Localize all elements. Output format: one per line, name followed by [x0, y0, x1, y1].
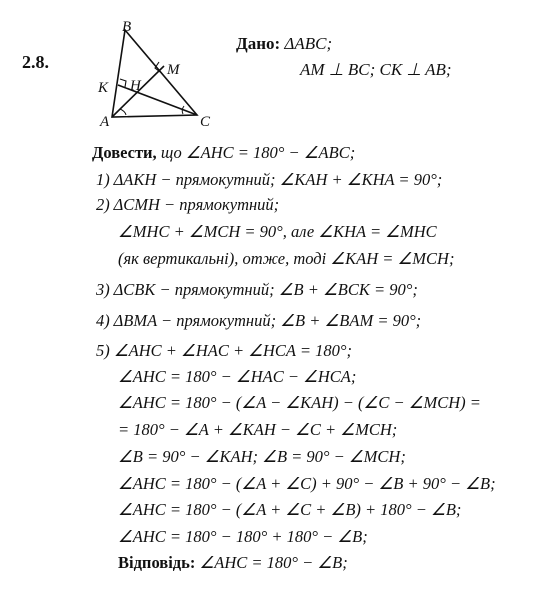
- proof-heading-statement: що ∠AHC = 180° − ∠ABC;: [156, 143, 356, 162]
- answer-statement: ∠AHC = 180° − ∠B;: [195, 553, 348, 572]
- label-h: H: [130, 78, 141, 94]
- proof-line-5: 3) ΔCBK − прямокутний; ∠B + ∠BCK = 90°;: [96, 280, 418, 299]
- proof-line-1: 1) ΔAKH − прямокутний; ∠KAH + ∠KHA = 90°;: [96, 170, 443, 189]
- answer-label: Відповідь:: [118, 553, 196, 572]
- proof-heading-label: Довести,: [92, 143, 157, 162]
- proof-line-8: ∠AHC = 180° − ∠HAC − ∠HCA;: [118, 367, 357, 386]
- problem-number: 2.8.: [22, 52, 49, 72]
- proof-line-11: ∠B = 90° − ∠KAH; ∠B = 90° − ∠MCH;: [118, 447, 406, 466]
- proof-line-10: = 180° − ∠A + ∠KAH − ∠C + ∠MCH;: [118, 420, 398, 439]
- proof-line-7: 5) ∠AHC + ∠HAC + ∠HCA = 180°;: [96, 341, 352, 360]
- given-label: Дано:: [236, 34, 281, 53]
- label-k: K: [98, 80, 109, 96]
- given-block: [236, 34, 332, 54]
- proof-line-3: ∠MHC + ∠MCH = 90°, але ∠KHA = ∠MHC: [118, 222, 437, 241]
- label-m: M: [167, 62, 180, 78]
- label-b: B: [122, 19, 132, 35]
- angle-arc-a: [120, 109, 126, 115]
- proof-line-13: ∠AHC = 180° − (∠A + ∠C + ∠B) + 180° − ∠B;: [118, 500, 462, 519]
- label-a: A: [100, 114, 110, 130]
- proof-line-6: 4) ΔBMA − прямокутний; ∠B + ∠BAM = 90°;: [96, 311, 422, 330]
- given-line-2: AM ⊥ BC; CK ⊥ AB;: [300, 60, 452, 79]
- proof-line-4: (як вертикальні), отже, тоді ∠KAH = ∠MCH;: [118, 249, 455, 268]
- proof-line-14: ∠AHC = 180° − 180° + 180° − ∠B;: [118, 527, 368, 546]
- label-c: C: [200, 114, 211, 130]
- proof-line-2: 2) ΔCMH − прямокутний;: [96, 195, 280, 214]
- given-line-1: ΔABC;: [284, 34, 333, 53]
- proof-line-9: ∠AHC = 180° − (∠A − ∠KAH) − (∠C − ∠MCH) =: [118, 393, 481, 412]
- answer-line: [118, 553, 348, 573]
- triangle-figure: [90, 18, 230, 130]
- proof-heading: [92, 143, 355, 163]
- proof-line-12: ∠AHC = 180° − (∠A + ∠C) + 90° − ∠B + 90° − ∠B;: [118, 474, 496, 493]
